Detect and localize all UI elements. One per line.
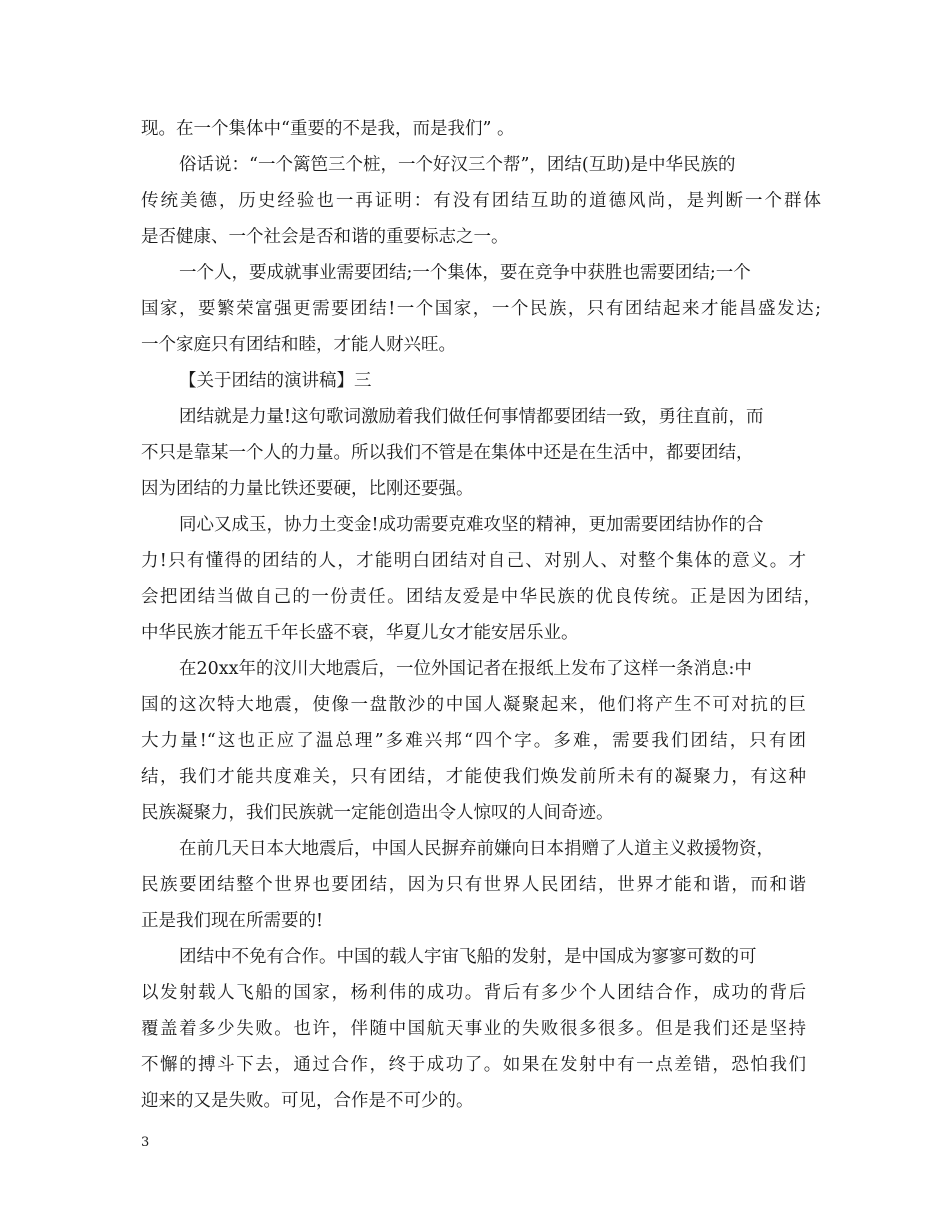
text-line: 大力量!“这也正应了温总理”多难兴邦“四个字。多难，需要我们团结，只有团 [141,731,806,751]
text-line: 团结就是力量!这句歌词激励着我们做任何事情都要团结一致，勇往直前，而 [179,407,764,427]
text-line: 中华民族才能五千年长盛不衰，华夏儿女才能安居乐业。 [141,623,579,643]
text-line: 不懈的搏斗下去，通过合作，终于成功了。如果在发射中有一点差错，恐怕我们 [141,1055,806,1075]
text-line: 不只是靠某一个人的力量。所以我们不管是在集体中还是在生活中，都要团结， [141,443,754,463]
text-line: 是否健康、一个社会是否和谐的重要标志之一。 [141,227,509,247]
text-line: 因为团结的力量比铁还要硬，比刚还要强。 [141,479,474,499]
text-line: 国的这次特大地震，使像一盘散沙的中国人凝聚起来，他们将产生不可对抗的巨 [141,695,806,715]
text-line: 民族要团结整个世界也要团结，因为只有世界人民团结，世界才能和谐，而和谐 [141,875,806,895]
text-line: 会把团结当做自己的一份责任。团结友爱是中华民族的优良传统。正是因为团结， [141,587,821,607]
text-line: 覆盖着多少失败。也许，伴随中国航天事业的失败很多很多。但是我们还是坚持 [141,1019,806,1039]
text-line: 一个家庭只有团结和睦，才能人财兴旺。 [141,335,456,355]
text-line: 现。在一个集体中“重要的不是我，而是我们” 。 [141,119,515,139]
section-heading: 【关于团结的演讲稿】三 [179,371,372,391]
text-line: 以发射载人飞船的国家，杨利伟的成功。背后有多少个人团结合作，成功的背后 [141,983,806,1003]
text-line: 结，我们才能共度难关，只有团结，才能使我们焕发前所未有的凝聚力，有这种 [141,767,806,787]
text-line: 传统美德，历史经验也一再证明：有没有团结互助的道德风尚，是判断一个群体 [141,191,821,211]
text-line: 俗话说：“一个篱笆三个桩，一个好汉三个帮”，团结(互助)是中华民族的 [179,155,736,175]
text-line: 在20xx年的汶川大地震后，一位外国记者在报纸上发布了这样一条消息:中 [179,659,752,679]
text-line: 国家，要繁荣富强更需要团结!一个国家，一个民族，只有团结起来才能昌盛发达; [141,299,821,319]
text-line: 在前几天日本大地震后，中国人民摒弃前嫌向日本捐赠了人道主义救援物资， [179,839,774,859]
text-line: 迎来的又是失败。可见，合作是不可少的。 [141,1091,474,1111]
text-line: 团结中不免有合作。中国的载人宇宙飞船的发射，是中国成为寥寥可数的可 [179,947,757,967]
page-number: 3 [141,1135,150,1150]
text-line: 民族凝聚力，我们民族就一定能创造出令人惊叹的人间奇迹。 [141,803,614,823]
text-line: 力!只有懂得的团结的人，才能明白团结对自己、对别人、对整个集体的意义。才 [141,551,806,571]
text-line: 正是我们现在所需要的! [141,911,324,931]
text-line: 同心又成玉，协力土变金!成功需要克难攻坚的精神，更加需要团结协作的合 [179,515,764,535]
text-line: 一个人，要成就事业需要团结;一个集体，要在竞争中获胜也需要团结;一个 [179,263,751,283]
